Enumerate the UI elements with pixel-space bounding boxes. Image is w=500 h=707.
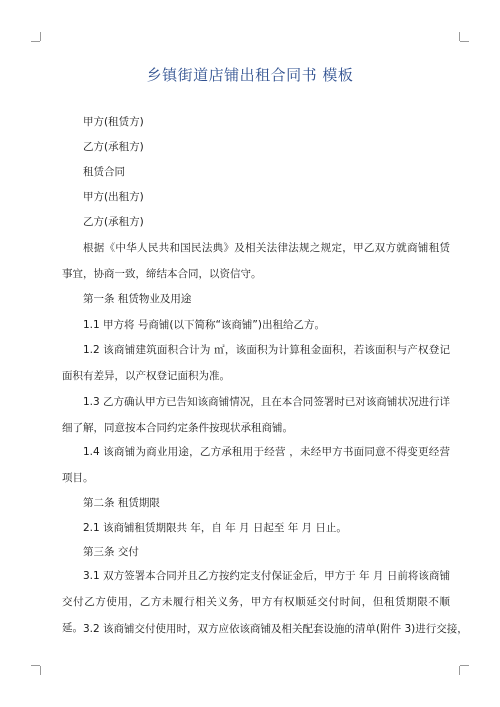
article-2-heading: 第二条 租赁期限 xyxy=(83,497,160,509)
document-title: 乡镇街道店铺出租合同书 模板 xyxy=(146,66,354,84)
party-a-lessor-renting: 甲方(租赁方) xyxy=(83,116,144,128)
party-a-lessor: 甲方(出租方) xyxy=(83,191,144,203)
clause-3-1: 3.1 双方签署本合同并且乙方按约定支付保证金后，甲方于 年 月 日前将该商铺交付乙方使用，乙方未履行相关义务，甲方有权顺延交付时间，但租赁期限不顺延。 xyxy=(62,570,450,634)
clause-3-2: 3.2 该商铺交付使用时，双方应依该商铺及相关配套设施的清单(附件 3)进行交接， xyxy=(83,623,468,635)
clause-2-1: 2.1 该商铺租赁期限共 年，自 年 月 日起至 年 月 日止。 xyxy=(83,522,347,534)
clause-1-4: 1.4 该商铺为商业用途，乙方承租用于经营 ，未经甲方书面同意不得变更经营项目。 xyxy=(62,446,450,484)
crop-mark-top-right-v xyxy=(459,32,460,41)
document-body xyxy=(62,0,468,707)
party-b-lessee-2: 乙方(承租方) xyxy=(83,216,144,228)
crop-mark-bottom-left-v xyxy=(40,666,41,675)
clause-1-2: 1.2 该商铺建筑面积合计为 ㎡，该面积为计算租金面积，若该面积与产权登记面积有差异，以产权登记面积为准。 xyxy=(62,344,450,382)
crop-mark-top-left-v xyxy=(40,32,41,41)
crop-mark-top-left-h xyxy=(31,41,40,42)
article-1-heading: 第一条 租赁物业及用途 xyxy=(83,293,192,305)
crop-mark-bottom-left-h xyxy=(31,665,40,666)
crop-mark-bottom-right-v xyxy=(459,666,460,675)
preamble-paragraph: 根据《中华人民共和国民法典》及相关法律法规之规定，甲乙双方就商铺租赁事宜，协商一致，缔结本合同，以资信守。 xyxy=(62,242,450,280)
party-b-lessee: 乙方(承租方) xyxy=(83,141,144,153)
contract-heading: 租赁合同 xyxy=(83,166,125,178)
article-3-heading: 第三条 交付 xyxy=(83,546,139,558)
crop-mark-bottom-right-h xyxy=(460,665,469,666)
clause-1-1: 1.1 甲方将 号商铺(以下简称“该商铺”)出租给乙方。 xyxy=(83,319,325,331)
clause-1-3: 1.3 乙方确认甲方已告知该商铺情况，且在本合同签署时已对该商铺状况进行详细了解，同意按本合同约定条件按现状承租商铺。 xyxy=(62,396,450,434)
crop-mark-top-right-h xyxy=(460,41,469,42)
